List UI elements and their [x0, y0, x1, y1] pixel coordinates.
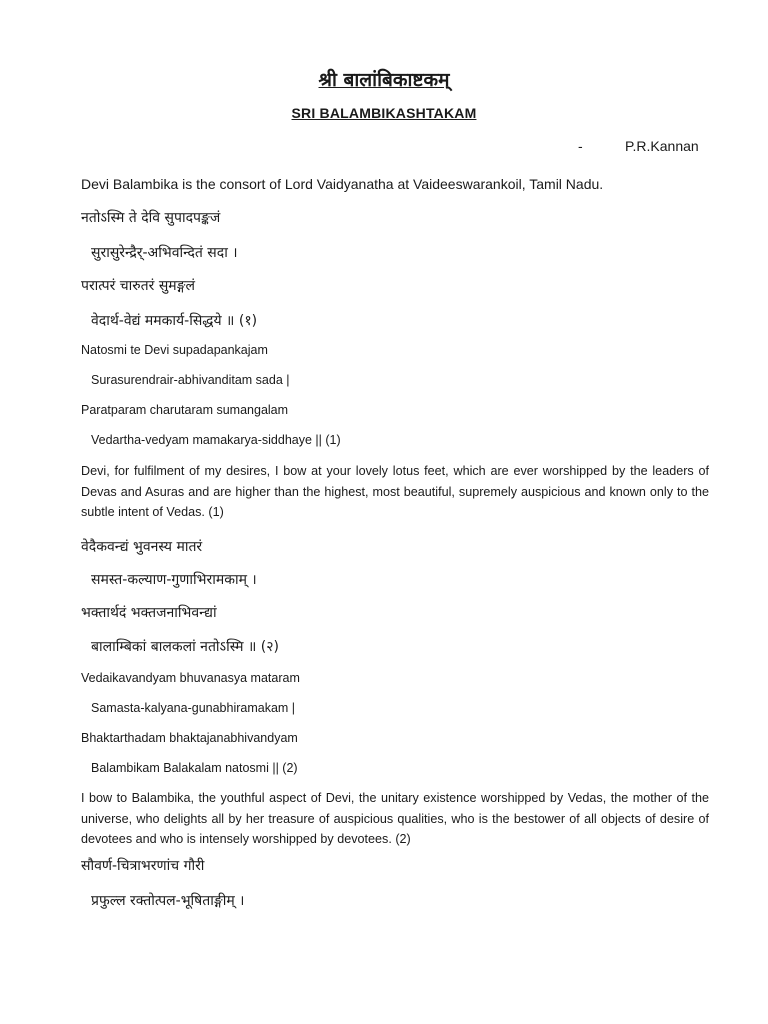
verse1-devanagari-line-4: वेदार्थ-वेद्यं ममकार्य-सिद्धये ॥ (१) — [91, 313, 258, 329]
verse1-translation: Devi, for fulfilment of my desires, I bow at your lovely lotus feet, which are ever worshipped by the leaders of Devas and Asuras and are higher than the highest, most beautiful, supremely auspicious and known only to the subtle intent of Vedas. (1) — [81, 464, 709, 519]
verse3-devanagari-line-1: सौवर्ण-चित्राभरणांच गौरी — [81, 858, 205, 874]
author-line — [578, 138, 699, 154]
verse1-devanagari-line-2: सुरासुरेन्द्रैर्-अभिवन्दितं सदा । — [91, 245, 238, 261]
verse1-roman-line-2: Surasurendrair-abhivanditam sada | — [91, 373, 290, 387]
intro-text: Devi Balambika is the consort of Lord Vaidyanatha at Vaideeswarankoil, Tamil Nadu. — [81, 176, 604, 192]
author-dash: - — [578, 138, 583, 154]
verse1-roman-line-1: Natosmi te Devi supadapankajam — [81, 343, 268, 357]
verse2-devanagari-line-4: बालाम्बिकां बालकलां नतोऽस्मि ॥ (२) — [91, 639, 280, 655]
verse1-roman-line-4: Vedartha-vedyam mamakarya-siddhaye || (1) — [91, 433, 341, 447]
verse1-roman-line-3: Paratparam charutaram sumangalam — [81, 403, 289, 417]
title-devanagari: श्री बालांबिकाष्टकम् — [318, 69, 450, 91]
verse3-devanagari-line-2: प्रफुल्ल रक्तोत्पल-भूषिताङ्गीम् । — [91, 893, 245, 909]
verse2-devanagari-line-2: समस्त-कल्याण-गुणाभिरामकाम् । — [91, 572, 257, 588]
author-name: P.R.Kannan — [625, 138, 699, 154]
verse2-roman-line-1: Vedaikavandyam bhuvanasya mataram — [81, 671, 300, 685]
verse2-translation: I bow to Balambika, the youthful aspect of Devi, the unitary existence worshipped by Vedas, the mother of the universe, who delights all by her treasure of auspicious qualities, who is the bestower of all objects of desire of devotees and who is intensely worshipped by devotees. (2) — [81, 791, 709, 846]
verse2-devanagari-line-3: भक्तार्थदं भक्तजनाभिवन्द्यां — [81, 605, 217, 621]
verse2-roman-line-2: Samasta-kalyana-gunabhiramakam | — [91, 701, 296, 715]
verse1-devanagari-line-1: नतोऽस्मि ते देवि सुपादपङ्कजं — [81, 210, 221, 226]
verse2-roman-line-4: Balambikam Balakalam natosmi || (2) — [91, 761, 298, 775]
verse2-devanagari-line-1: वेदैकवन्द्यं भुवनस्य मातरं — [81, 539, 203, 555]
verse1-devanagari-line-3: परात्परं चारुतरं सुमङ्गलं — [81, 278, 196, 294]
title-english: SRI BALAMBIKASHTAKAM — [291, 105, 477, 121]
verse2-roman-line-3: Bhaktarthadam bhaktajanabhivandyam — [81, 731, 298, 745]
